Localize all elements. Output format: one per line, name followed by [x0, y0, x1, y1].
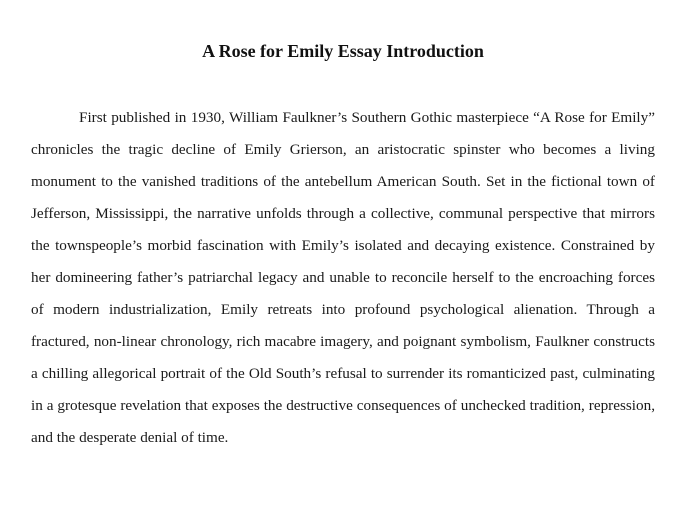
introduction-paragraph: First published in 1930, William Faulkner’s Southern Gothic masterpiece “A Rose for Emily” chronicles the tragic decline of Emily Grierson, an aristocratic spinster who becomes a living monument to the vanished traditions of the antebellum American South. Set in the fictional town of Jefferson, Mississippi, the narrative unfolds through a collective, communal perspective that mirrors the townspeople’s morbid fascination with Emily’s isolated and decaying existence. Constrained by her domineering father’s patriarchal legacy and unable to reconcile herself to the encroaching forces of modern industrialization, Emily retreats into profound psychological alienation. Through a fractured, non-linear chronology, rich macabre imagery, and poignant symbolism, Faulkner constructs a chilling allegorical portrait of the Old South’s refusal to surrender its romanticized past, culminating in a grotesque revelation that exposes the destructive consequences of unchecked tradition, repression, and the desperate denial of time. — [31, 109, 655, 446]
document-title: A Rose for Emily Essay Introduction — [202, 41, 484, 61]
